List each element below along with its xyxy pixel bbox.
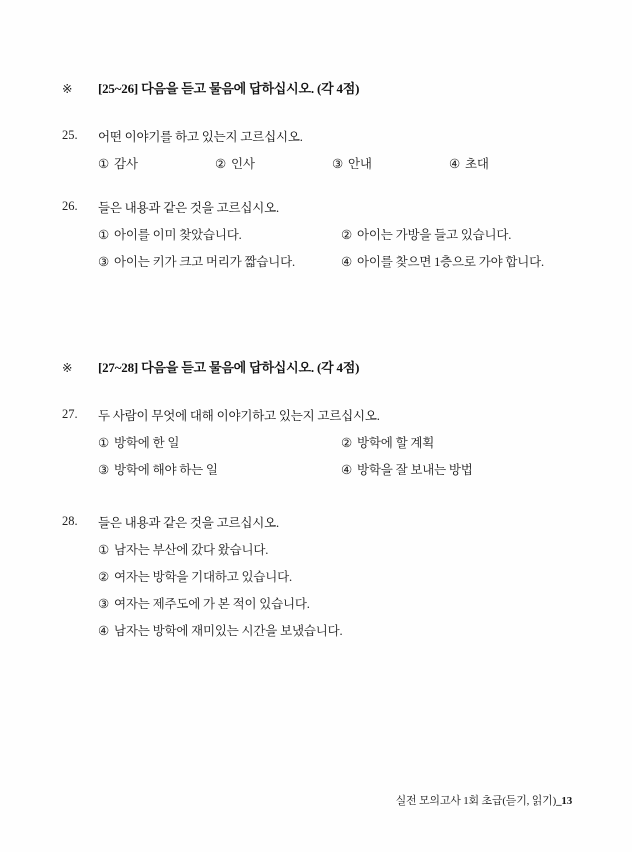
choice-text: 초대 xyxy=(465,157,489,171)
choice-text: 아이는 가방을 들고 있습니다. xyxy=(357,228,512,242)
choice-text: 방학을 잘 보내는 방법 xyxy=(357,463,473,477)
choice-marker: ③ xyxy=(98,463,110,477)
question-stem: 어떤 이야기를 하고 있는지 고르십시오. xyxy=(98,130,303,144)
question-body xyxy=(98,198,572,279)
choice-option[interactable] xyxy=(98,621,572,639)
question-number: 28. xyxy=(62,514,78,528)
page-number: 13 xyxy=(561,795,572,807)
choice-text: 방학에 할 계획 xyxy=(357,436,435,450)
choice-option[interactable] xyxy=(98,433,335,451)
choice-marker: ② xyxy=(341,436,353,450)
choice-text: 감사 xyxy=(114,157,138,171)
choice-marker: ① xyxy=(98,157,110,171)
section-title: [27~28] 다음을 듣고 물음에 답하십시오. (각 4점) xyxy=(98,360,360,375)
choice-option[interactable] xyxy=(98,252,335,270)
question-26 xyxy=(62,198,572,279)
choice-marker: ④ xyxy=(341,463,353,477)
choice-text: 남자는 방학에 재미있는 시간을 보냈습니다. xyxy=(114,624,343,638)
footer-title: 실전 모의고사 1회 초급(듣기, 읽기) xyxy=(395,795,557,807)
question-body xyxy=(98,406,572,487)
choice-option[interactable] xyxy=(449,154,566,172)
choice-text: 방학에 해야 하는 일 xyxy=(114,463,218,477)
choice-marker: ③ xyxy=(332,157,344,171)
choice-text: 아이를 찾으면 1층으로 가야 합니다. xyxy=(357,255,544,269)
choice-marker: ③ xyxy=(98,597,110,611)
choice-option[interactable] xyxy=(215,154,332,172)
choice-marker: ② xyxy=(98,570,110,584)
choice-marker: ① xyxy=(98,228,110,242)
choice-option[interactable] xyxy=(98,225,335,243)
choice-text: 남자는 부산에 갔다 왔습니다. xyxy=(114,543,269,557)
choice-option[interactable] xyxy=(335,225,572,243)
choice-option[interactable] xyxy=(98,594,572,612)
choice-text: 안내 xyxy=(348,157,372,171)
choice-option[interactable] xyxy=(332,154,449,172)
choice-text: 아이는 키가 크고 머리가 짧습니다. xyxy=(114,255,295,269)
choice-list xyxy=(98,225,572,279)
question-27 xyxy=(62,406,572,487)
question-stem: 들은 내용과 같은 것을 고르십시오. xyxy=(98,201,279,215)
question-28 xyxy=(62,513,572,648)
section-spacer xyxy=(62,305,572,357)
choice-option[interactable] xyxy=(98,567,572,585)
choice-option[interactable] xyxy=(98,460,335,478)
page-number-separator: _ xyxy=(556,795,562,807)
choice-text: 인사 xyxy=(231,157,255,171)
choice-marker: ① xyxy=(98,543,110,557)
section-mark-icon: ※ xyxy=(62,82,73,96)
choice-marker: ① xyxy=(98,436,110,450)
choice-text: 방학에 한 일 xyxy=(114,436,180,450)
choice-text: 여자는 제주도에 가 본 적이 있습니다. xyxy=(114,597,310,611)
question-number: 25. xyxy=(62,128,78,142)
section-header-27-28 xyxy=(62,357,572,376)
choice-text: 아이를 이미 찾았습니다. xyxy=(114,228,242,242)
choice-option[interactable] xyxy=(335,252,572,270)
question-body xyxy=(98,513,572,648)
section-mark-icon: ※ xyxy=(62,361,73,375)
question-number: 27. xyxy=(62,407,78,421)
choice-option[interactable] xyxy=(335,433,572,451)
choice-list xyxy=(98,433,572,487)
choice-list xyxy=(98,540,572,639)
question-stem: 들은 내용과 같은 것을 고르십시오. xyxy=(98,516,279,530)
choice-text: 여자는 방학을 기대하고 있습니다. xyxy=(114,570,292,584)
choice-list xyxy=(98,154,572,172)
question-stem: 두 사람이 무엇에 대해 이야기하고 있는지 고르십시오. xyxy=(98,409,380,423)
question-body xyxy=(98,127,572,172)
page-footer xyxy=(396,792,572,808)
section-title: [25~26] 다음을 듣고 물음에 답하십시오. (각 4점) xyxy=(98,81,360,96)
choice-marker: ④ xyxy=(449,157,461,171)
section-header-25-26 xyxy=(62,78,572,97)
question-number: 26. xyxy=(62,199,78,213)
choice-option[interactable] xyxy=(335,460,572,478)
choice-marker: ④ xyxy=(98,624,110,638)
question-25 xyxy=(62,127,572,172)
choice-marker: ② xyxy=(215,157,227,171)
choice-marker: ② xyxy=(341,228,353,242)
page-content xyxy=(62,78,572,674)
choice-marker: ④ xyxy=(341,255,353,269)
choice-option[interactable] xyxy=(98,154,215,172)
choice-option[interactable] xyxy=(98,540,572,558)
choice-marker: ③ xyxy=(98,255,110,269)
